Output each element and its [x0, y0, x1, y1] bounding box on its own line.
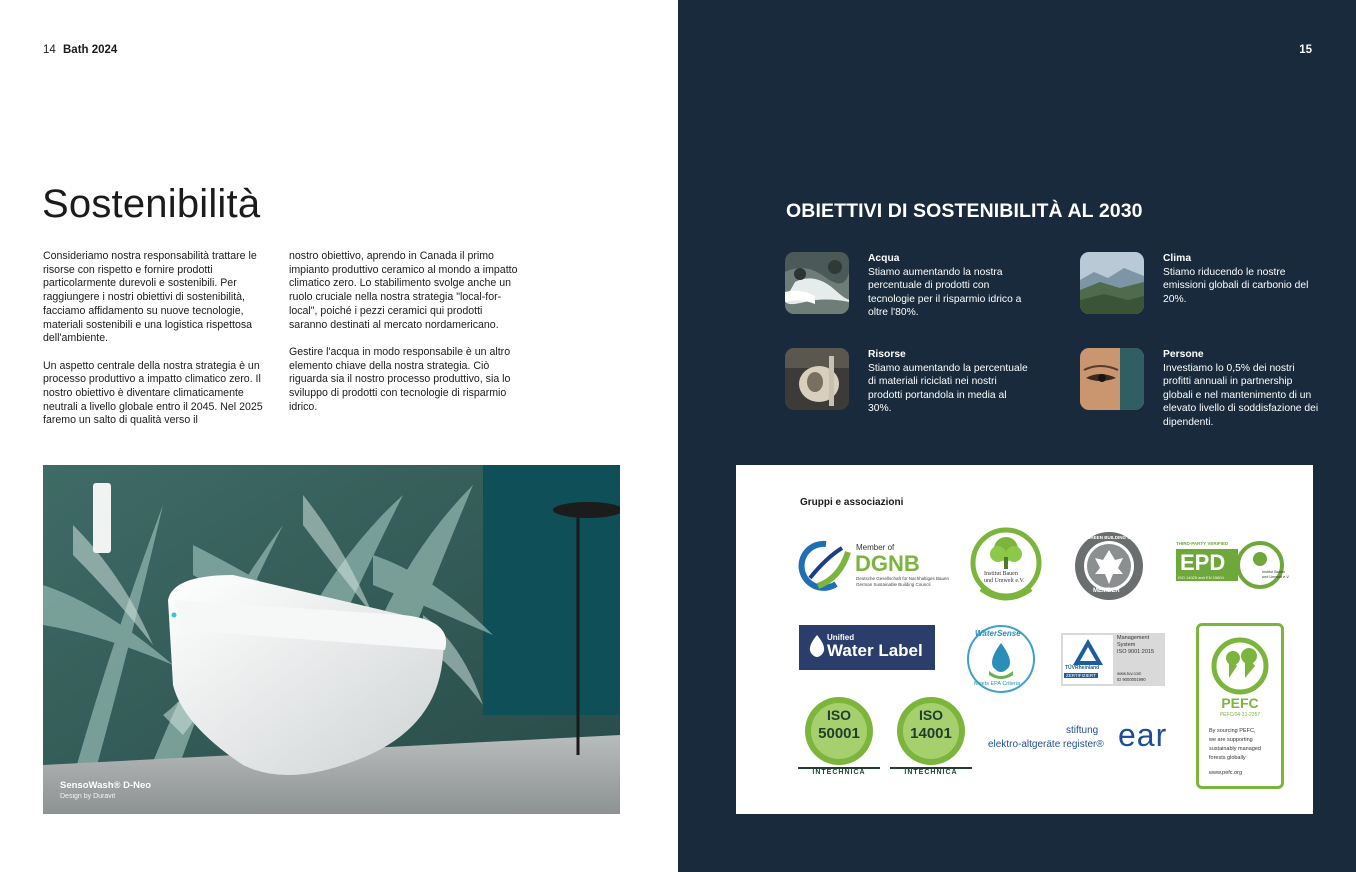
goal-text-block — [1163, 348, 1323, 430]
pefc-line-4: forests globally — [1209, 755, 1246, 761]
watersense-bottom: Meets EPA Criteria — [974, 681, 1021, 687]
pefc-trees-icon — [1199, 634, 1281, 698]
goal-text-block — [1163, 252, 1323, 306]
iso-label: ISO — [918, 707, 944, 723]
associations-panel — [736, 465, 1313, 814]
paragraph: Un aspetto centrale della nostra strategia è un processo produttivo a impatto climatico zero. Il nostro obiettivo è diventare climaticamente neutrali a livello globale entro il 2045. Nel 2025 faremo un salto di qualità verso il — [43, 359, 263, 427]
goal-title: Risorse — [868, 349, 906, 360]
epd-name: EPD — [1180, 550, 1226, 575]
water-label-line-1: Unified — [827, 633, 855, 642]
page-title: Sostenibilità — [42, 182, 261, 226]
tuv-brand: TÜVRheinland — [1065, 665, 1100, 671]
tuv-line-1: Management — [1117, 635, 1150, 641]
intechnica-brand: INTECHNICA — [890, 767, 972, 776]
dgnb-logo — [796, 538, 961, 594]
watersense-top: WaterSense — [975, 629, 1021, 638]
goal-description: Stiamo aumentando la percentuale di materiali riciclati nei nostri prodotti portandola in media al 30%. — [868, 362, 1028, 415]
usgbc-logo — [1073, 530, 1148, 602]
usgbc-member: MEMBER — [1093, 588, 1120, 594]
watersense-logo — [965, 623, 1037, 695]
ibu-line-2: und Umwelt e.V. — [984, 578, 1025, 584]
pefc-url: www.pefc.org — [1209, 770, 1243, 776]
ibu-logo — [969, 527, 1043, 603]
iso-14001-logo — [890, 693, 972, 781]
water-drop-icon — [807, 635, 827, 659]
tuv-certified: ZERTIFIZIERT — [1066, 673, 1096, 678]
goal-description: Investiamo lo 0,5% dei nostri profitti annuali in partnership globali e nel mantenimento di un elevato livello di soddisfazione dei dipendenti. — [1163, 362, 1319, 428]
page-header-left — [43, 44, 117, 56]
water-label-line-2: Water Label — [827, 641, 923, 660]
tuv-logo — [1061, 633, 1165, 686]
epd-logo — [1176, 541, 1290, 589]
dgnb-subline-1: Deutsche Gesellschaft für Nachhaltiges Bauen — [856, 576, 950, 581]
goals-heading: OBIETTIVI DI SOSTENIBILITÀ AL 2030 — [786, 200, 1143, 222]
caption-title: SensoWash® D-Neo — [60, 780, 152, 791]
pefc-line-1: By sourcing PEFC, — [1209, 728, 1256, 734]
ceramic-icon — [785, 348, 849, 410]
epd-bottom-text: ISO 14025 and EN 15804 — [1178, 575, 1224, 580]
text-column-1 — [43, 250, 275, 442]
goal-title: Acqua — [868, 253, 900, 264]
pefc-name: PEFC — [1221, 695, 1259, 711]
intechnica-brand: INTECHNICA — [798, 767, 880, 776]
usgbc-ring-text: U.S. GREEN BUILDING COUNCIL — [1077, 535, 1148, 540]
caption-subtitle: Design by Duravit — [60, 793, 116, 800]
goal-text-block — [868, 252, 1028, 320]
iso-label: ISO — [826, 707, 852, 723]
text-column-2 — [289, 250, 521, 428]
goal-description: Stiamo riducendo le nostre emissioni globali di carbonio del 20%. — [1163, 266, 1309, 305]
tuv-line-2: System — [1117, 642, 1136, 648]
goal-description: Stiamo aumentando la nostra percentuale di prodotti con tecnologie per il risparmio idrico a oltre l'80%. — [868, 266, 1022, 319]
pefc-code: PEFC/04-31-2357 — [1219, 712, 1261, 718]
ear-line-2: elektro-altgeräte register® — [988, 739, 1104, 750]
page-number-right: 15 — [1299, 44, 1312, 56]
goal-title: Clima — [1163, 253, 1192, 264]
ear-logo — [988, 719, 1178, 759]
water-label-logo — [799, 625, 935, 670]
associations-title: Gruppi e associazioni — [800, 497, 904, 508]
face-icon — [1080, 348, 1144, 410]
paragraph: Gestire l'acqua in modo responsabile è un altro elemento chiave della nostra strategia. Ciò riguarda sia il nostro processo produttivo, sia lo sviluppo di prodotti con tecnologie di risparmio idrico. — [289, 345, 511, 413]
bathroom-scene-illustration — [43, 465, 620, 814]
dgnb-name: DGNB — [855, 551, 920, 576]
iso-number: 50001 — [818, 725, 860, 742]
dgnb-subline-2: German Sustainable Building Council — [856, 582, 931, 587]
epd-side-2: und Umwelt e.V. — [1262, 575, 1290, 579]
product-photo — [43, 465, 620, 814]
epd-top-text: THIRD-PARTY VERIFIED — [1176, 541, 1229, 546]
goal-text-block — [868, 348, 1028, 416]
ear-brand: ear — [1118, 717, 1168, 753]
page-number-left: 14 — [43, 44, 56, 56]
epd-side-1: Institut Bauen — [1262, 570, 1286, 574]
water-icon — [785, 252, 849, 314]
paragraph: Consideriamo nostra responsabilità trattare le risorse con rispetto e fornire prodotti particolarmente durevoli e sostenibili. Per raggiungere i nostri obiettivi di sostenibilità, facciamo affidamento su nuove tecnologie, materiali sostenibili e una logistica rispettosa dell'ambiente. — [43, 250, 257, 345]
iso-number: 14001 — [910, 725, 952, 742]
pefc-logo — [1196, 623, 1284, 789]
iso-50001-logo — [798, 693, 880, 781]
tuv-id: ID 9000001990 — [1117, 677, 1146, 682]
tuv-url: www.tuv.com — [1117, 671, 1142, 676]
pefc-line-3: sustainably managed — [1209, 746, 1261, 752]
ibu-line-1: Institut Bauen — [984, 571, 1018, 577]
tuv-line-3: ISO 9001:2015 — [1117, 649, 1155, 655]
ear-line-1: stiftung — [1066, 725, 1099, 736]
dgnb-member-of: Member of — [856, 543, 895, 552]
goal-title: Persone — [1163, 349, 1204, 360]
running-title: Bath 2024 — [63, 44, 118, 56]
mountains-icon — [1080, 252, 1144, 314]
photo-caption — [60, 780, 151, 800]
pefc-line-2: we are supporting — [1209, 737, 1253, 743]
paragraph: nostro obiettivo, aprendo in Canada il primo impianto produttivo ceramico al mondo a impatto climatico zero. Lo stabilimento svolge anche un ruolo cruciale nella nostra strategia "local-for-local", poiché i pezzi ceramici qui prodotti saranno destinati al mercato nordamericano. — [289, 250, 518, 331]
right-page — [678, 0, 1356, 872]
